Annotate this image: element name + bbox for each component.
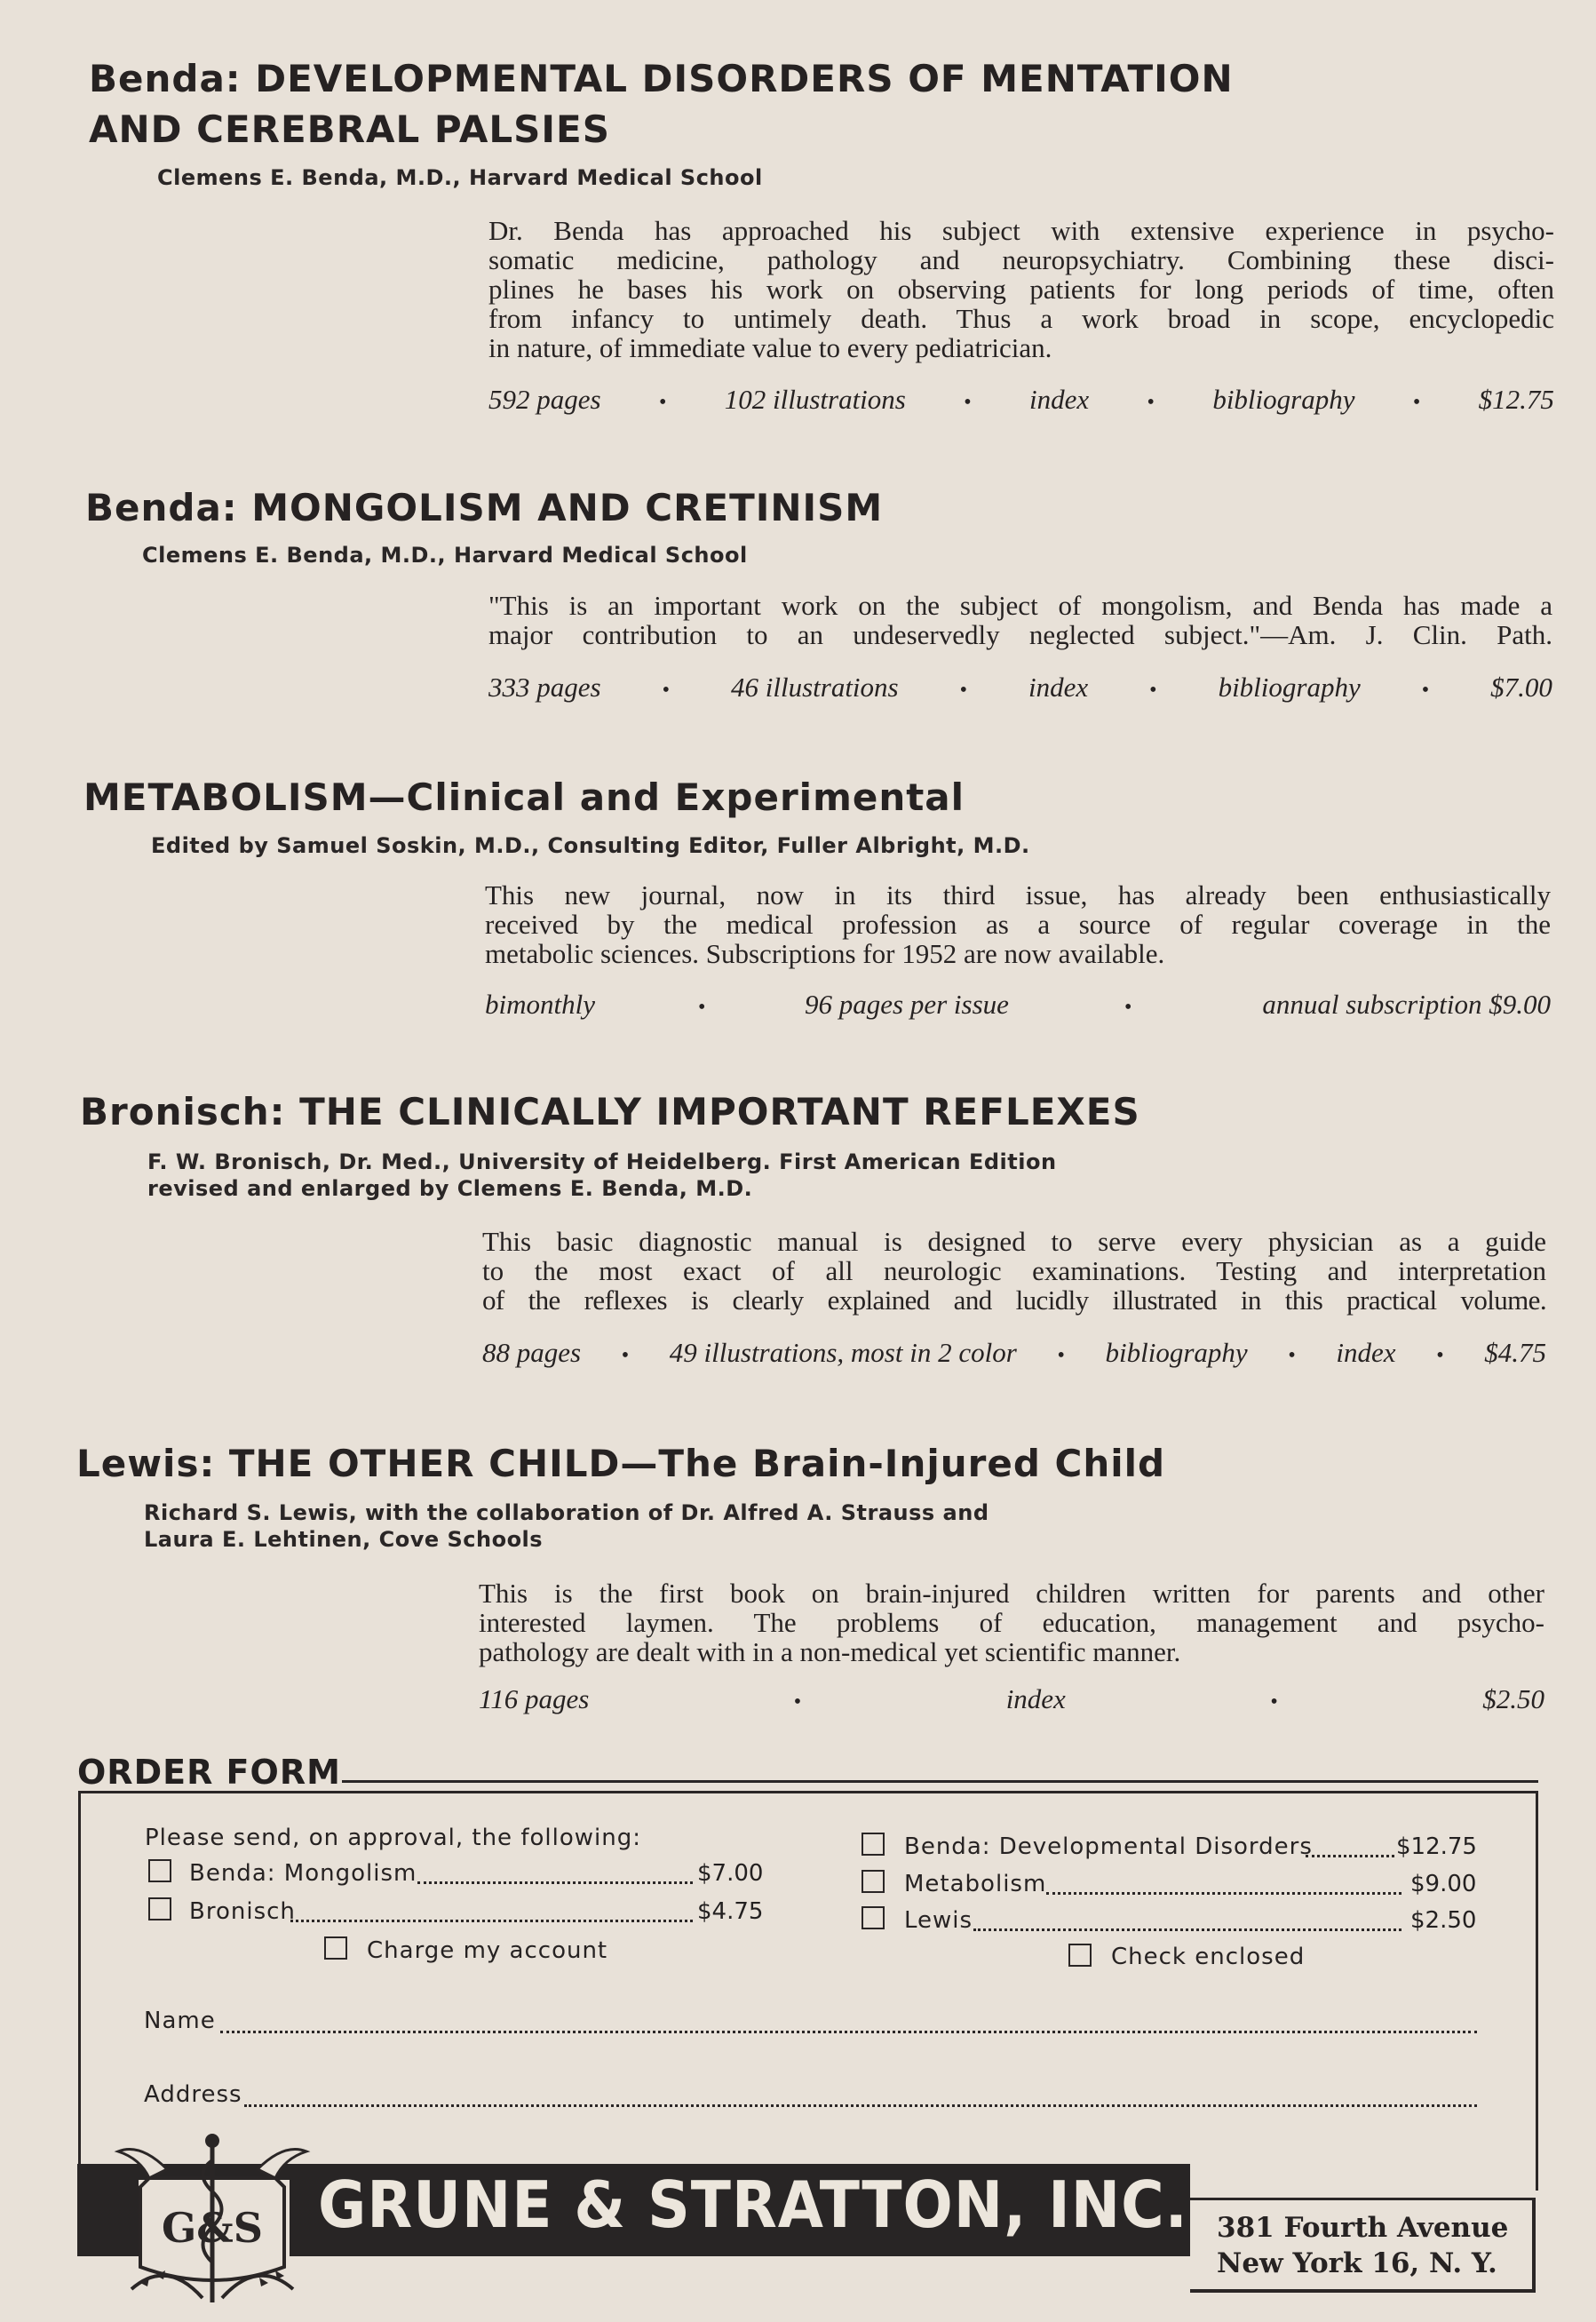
checkbox-benda-mongolism[interactable] <box>148 1859 171 1882</box>
book-meta <box>479 1683 1544 1715</box>
order-item-label: Metabolism <box>904 1871 1047 1897</box>
checkbox-check-enclosed[interactable] <box>1068 1944 1092 1967</box>
checkbox-bronisch[interactable] <box>148 1897 171 1920</box>
order-item-label: Bronisch <box>189 1898 296 1925</box>
book-author: Edited by Samuel Soskin, M.D., Consulting Editor, Fuller Albright, M.D. <box>151 833 1030 858</box>
meta-pages: 333 pages <box>488 672 601 703</box>
meta-index: index <box>1029 384 1090 415</box>
meta-price: $2.50 <box>1482 1683 1544 1714</box>
bullet-icon: • <box>1270 1690 1278 1714</box>
bullet-icon: • <box>662 679 670 702</box>
check-enclosed-label: Check enclosed <box>1111 1944 1306 1970</box>
meta-price: $4.75 <box>1484 1337 1546 1368</box>
description-line: in nature, of immediate value to every pediatrician. <box>488 332 1052 363</box>
meta-price: $12.75 <box>1478 384 1554 415</box>
publisher-logo-icon <box>114 2125 311 2311</box>
description-line: to the most exact of all neurologic examinations. Testing and interpretation <box>482 1255 1546 1286</box>
meta-price: annual subscription $9.00 <box>1262 989 1551 1020</box>
bullet-icon: • <box>964 391 972 414</box>
book-author-line2: revised and enlarged by Clemens E. Benda, M.D. <box>147 1176 753 1201</box>
publisher-name: GRUNE & STRATTON, INC. <box>318 2167 1188 2242</box>
bullet-icon: • <box>1147 391 1155 414</box>
book-description <box>488 216 1554 362</box>
bullet-icon: • <box>1124 996 1132 1019</box>
bullet-icon: • <box>621 1344 630 1367</box>
description-line: This basic diagnostic manual is designed to serve every physician as a guide <box>482 1226 1546 1257</box>
name-label: Name <box>144 2008 216 2034</box>
address-label: Address <box>144 2081 242 2108</box>
order-item-price: $7.00 <box>697 1860 764 1887</box>
bullet-icon: • <box>1436 1344 1444 1367</box>
description-line: of the reflexes is clearly explained and lucidly illustrated in this practical volume. <box>482 1284 1546 1316</box>
order-item-price: $12.75 <box>1396 1833 1477 1860</box>
book-author: F. W. Bronisch, Dr. Med., University of Heidelberg. First American Edition <box>147 1149 1057 1174</box>
description-line: metabolic sciences. Subscriptions for 1952 are now available. <box>485 938 1165 969</box>
book-description <box>479 1578 1544 1666</box>
dot-leader <box>1046 1892 1401 1895</box>
bullet-icon: • <box>698 996 706 1019</box>
book-title-line2: AND CEREBRAL PALSIES <box>89 107 610 151</box>
book-title: Benda: MONGOLISM AND CRETINISM <box>85 486 884 529</box>
meta-pages: 88 pages <box>482 1337 582 1368</box>
book-title: METABOLISM—Clinical and Experimental <box>83 775 965 819</box>
book-author: Clemens E. Benda, M.D., Harvard Medical School <box>157 165 763 190</box>
book-title: Bronisch: THE CLINICALLY IMPORTANT REFLEXES <box>80 1090 1140 1133</box>
meta-frequency: bimonthly <box>485 989 595 1020</box>
book-description <box>488 591 1552 649</box>
order-item-price: $9.00 <box>1410 1871 1477 1897</box>
book-meta <box>485 989 1551 1021</box>
book-author-line2: Laura E. Lehtinen, Cove Schools <box>144 1527 544 1552</box>
book-meta <box>488 672 1552 704</box>
dot-leader <box>1306 1855 1394 1857</box>
order-form-title: ORDER FORM <box>77 1753 341 1792</box>
dot-leader <box>973 1928 1401 1931</box>
description-line: Dr. Benda has approached his subject with extensive experience in psycho- <box>488 215 1554 246</box>
name-field[interactable] <box>220 2031 1477 2033</box>
book-meta <box>482 1337 1546 1369</box>
book-meta <box>488 384 1554 416</box>
book-description <box>482 1227 1546 1315</box>
description-line: from infancy to untimely death. Thus a work broad in scope, encyclopedic <box>488 303 1554 334</box>
checkbox-charge-account[interactable] <box>324 1936 347 1960</box>
checkbox-lewis[interactable] <box>862 1906 885 1929</box>
bullet-icon: • <box>959 679 968 702</box>
order-form-rule <box>342 1780 1538 1783</box>
bullet-icon: • <box>1421 679 1430 702</box>
book-author: Clemens E. Benda, M.D., Harvard Medical School <box>142 543 748 568</box>
dot-leader <box>417 1881 693 1884</box>
meta-pages: 116 pages <box>479 1683 590 1714</box>
address-line1: 381 Fourth Avenue <box>1217 2212 1509 2244</box>
meta-index: index <box>1005 1683 1066 1714</box>
order-item-label: Benda: Mongolism <box>189 1860 417 1887</box>
book-author: Richard S. Lewis, with the collaboration of Dr. Alfred A. Strauss and <box>144 1500 989 1525</box>
description-line: major contribution to an undeservedly neglected subject."—Am. J. Clin. Path. <box>488 619 1552 650</box>
bullet-icon: • <box>658 391 667 414</box>
meta-pages: 96 pages per issue <box>805 989 1009 1020</box>
address-field[interactable] <box>244 2104 1477 2107</box>
logo-monogram: G&S <box>161 2204 264 2252</box>
order-item-price: $2.50 <box>1410 1907 1477 1934</box>
description-line: somatic medicine, pathology and neuropsychiatry. Combining these disci- <box>488 244 1554 275</box>
charge-account-label: Charge my account <box>367 1937 608 1964</box>
meta-index: index <box>1028 672 1089 703</box>
description-line: This is the first book on brain-injured children written for parents and other <box>479 1578 1544 1609</box>
description-line: This new journal, now in its third issue, has already been enthusiastically <box>485 879 1551 911</box>
meta-bibliography: bibliography <box>1218 672 1361 703</box>
meta-pages: 592 pages <box>488 384 601 415</box>
book-title: Benda: DEVELOPMENTAL DISORDERS OF MENTATION <box>89 57 1234 100</box>
dot-leader <box>290 1920 693 1922</box>
bullet-icon: • <box>793 1690 802 1714</box>
book-title: Lewis: THE OTHER CHILD—The Brain-Injured Child <box>76 1442 1166 1485</box>
description-line: plines he bases his work on observing patients for long periods of time, often <box>488 274 1554 305</box>
book-description <box>485 880 1551 968</box>
order-item-price: $4.75 <box>697 1898 764 1925</box>
bullet-icon: • <box>1057 1344 1065 1367</box>
meta-illustrations: 49 illustrations, most in 2 color <box>669 1337 1017 1368</box>
meta-bibliography: bibliography <box>1212 384 1355 415</box>
order-item-label: Benda: Developmental Disorders <box>904 1833 1313 1860</box>
order-item-label: Lewis <box>904 1907 973 1934</box>
description-line: received by the medical profession as a source of regular coverage in the <box>485 909 1551 940</box>
meta-price: $7.00 <box>1490 672 1552 703</box>
address-line2: New York 16, N. Y. <box>1217 2247 1497 2279</box>
checkbox-benda-developmental[interactable] <box>862 1833 885 1856</box>
meta-illustrations: 46 illustrations <box>730 672 899 703</box>
order-form-intro: Please send, on approval, the following: <box>145 1825 641 1851</box>
bullet-icon: • <box>1288 1344 1296 1367</box>
checkbox-metabolism[interactable] <box>862 1870 885 1893</box>
meta-illustrations: 102 illustrations <box>724 384 906 415</box>
bullet-icon: • <box>1412 391 1421 414</box>
description-line: pathology are dealt with in a non-medical yet scientific manner. <box>479 1636 1181 1667</box>
bullet-icon: • <box>1149 679 1157 702</box>
meta-index: index <box>1336 1337 1396 1368</box>
meta-bibliography: bibliography <box>1105 1337 1248 1368</box>
description-line: interested laymen. The problems of education, management and psycho- <box>479 1607 1544 1638</box>
description-line: "This is an important work on the subject of mongolism, and Benda has made a <box>488 590 1552 621</box>
